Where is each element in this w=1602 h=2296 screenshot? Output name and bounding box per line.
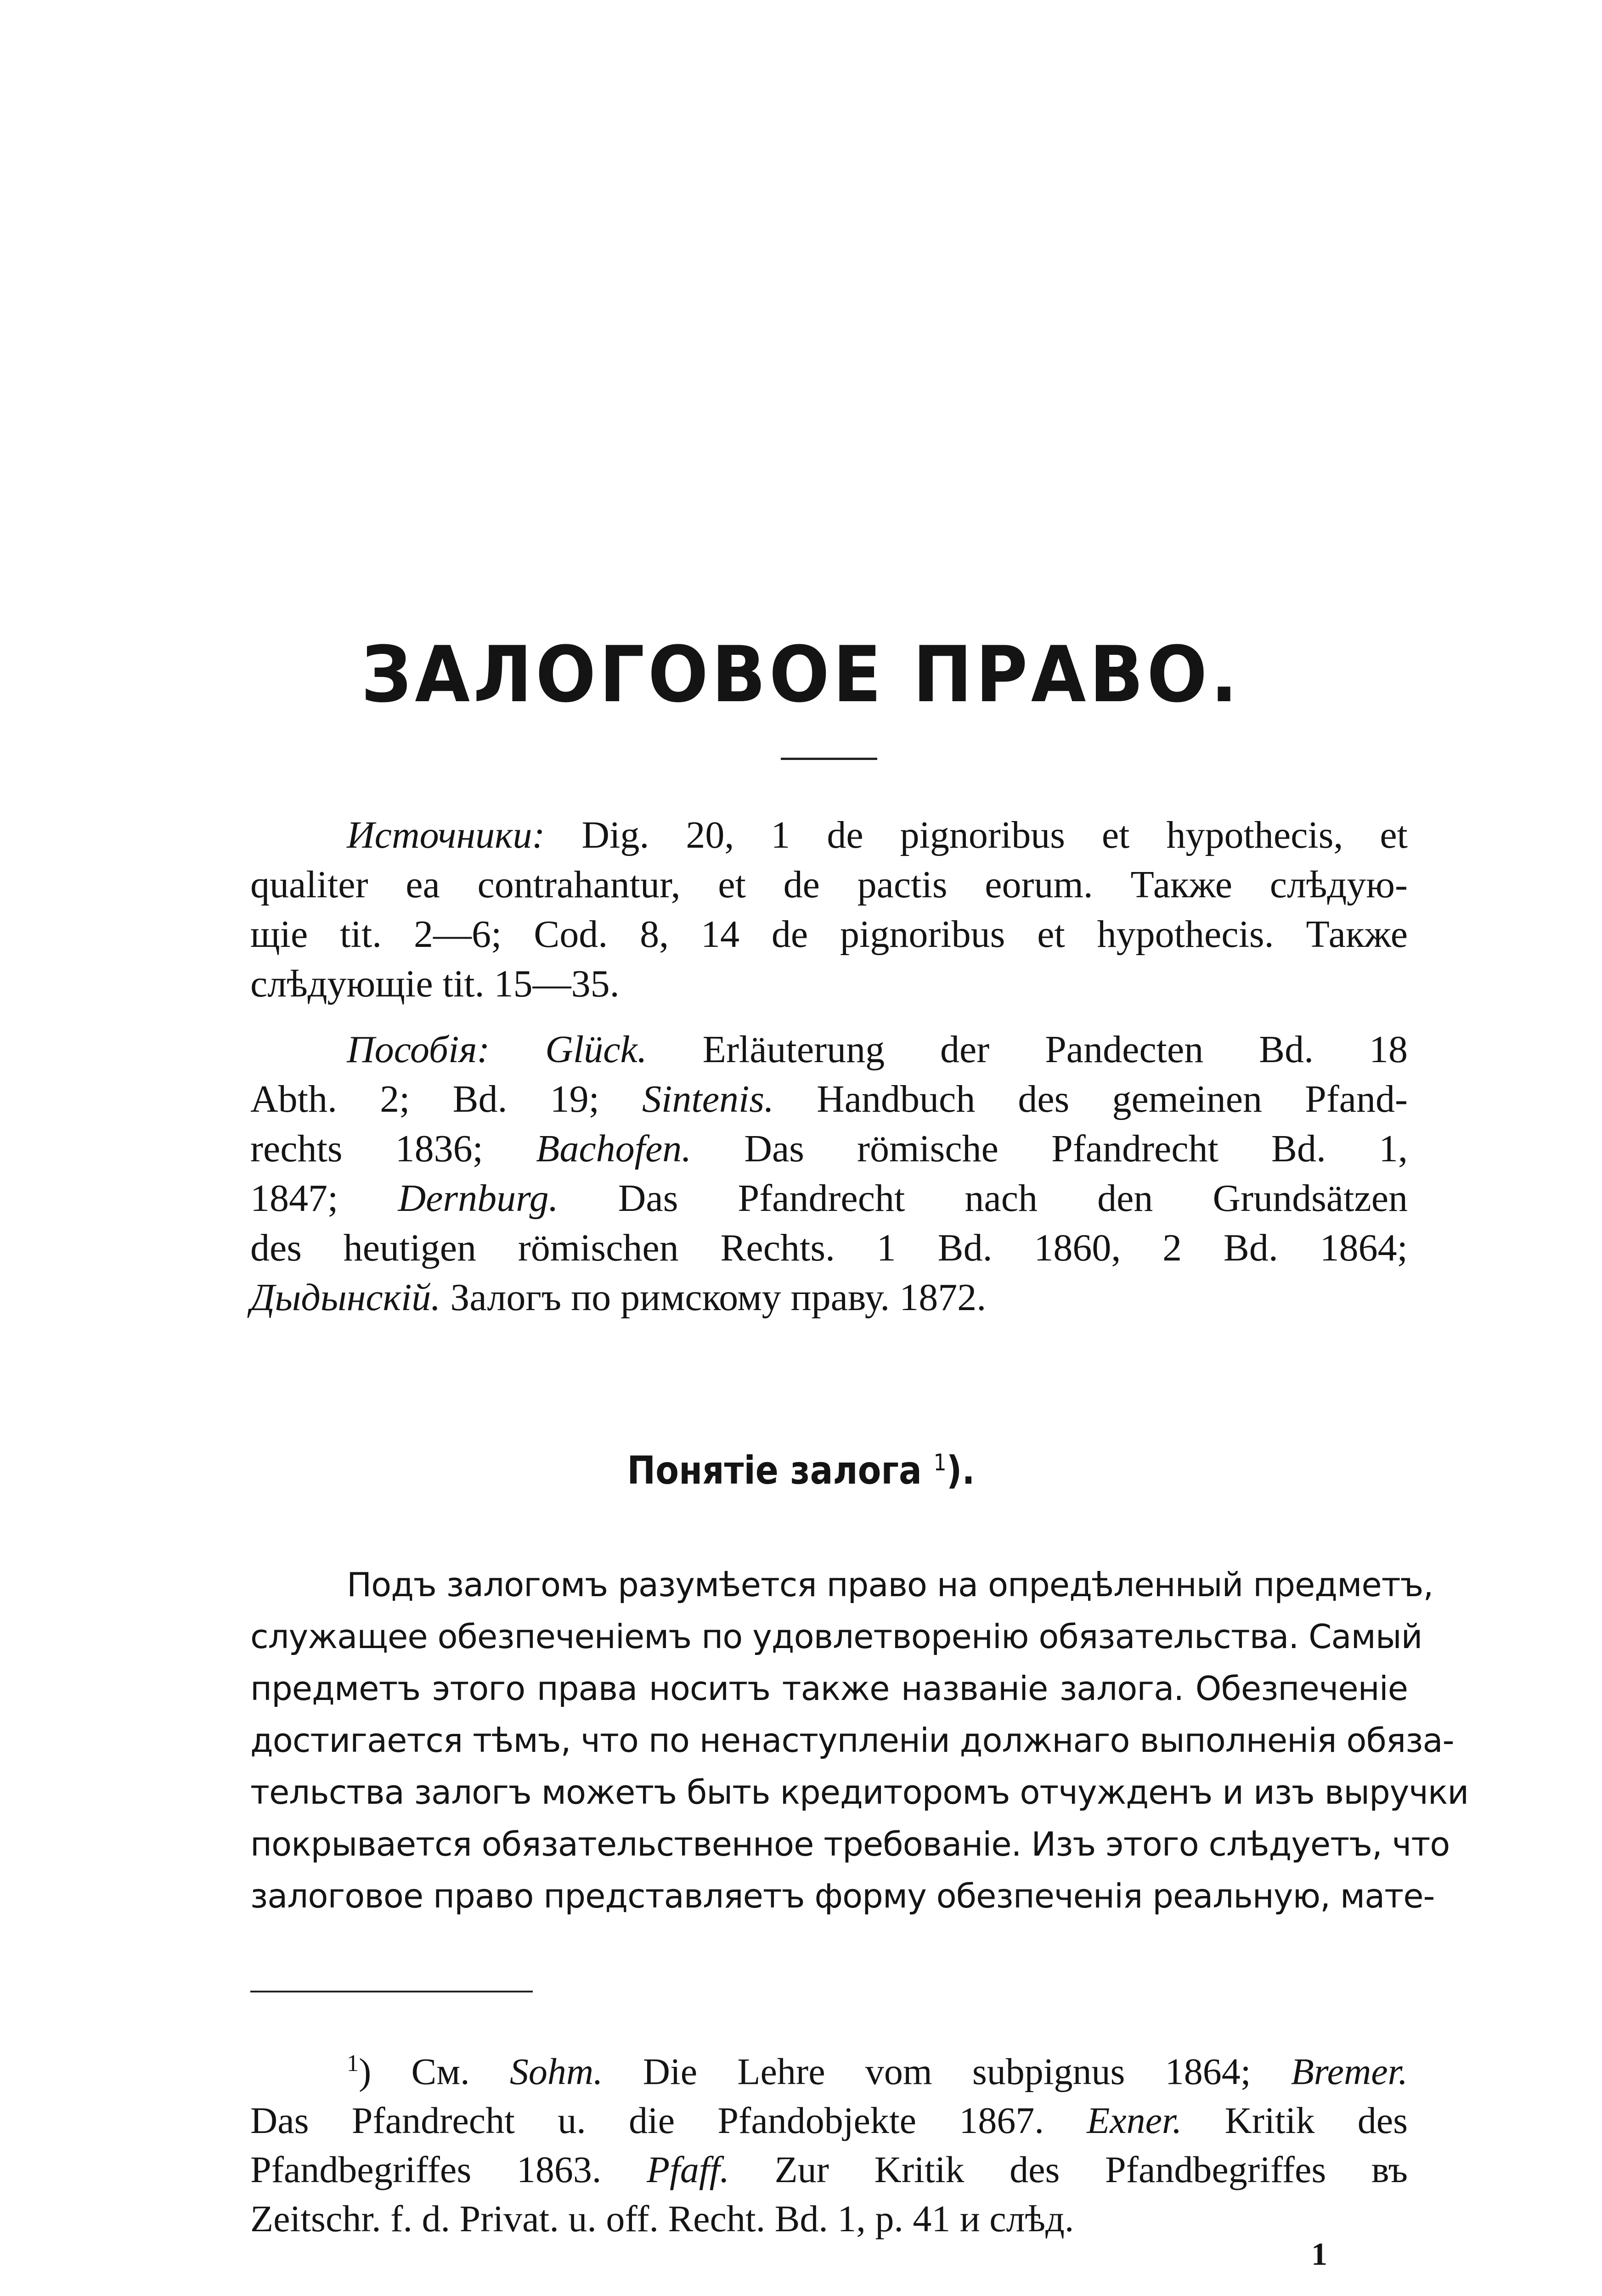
page-number: 1 xyxy=(1311,2237,1327,2272)
author-name: Bremer. xyxy=(1251,2050,1408,2093)
author-name: Sohm. xyxy=(469,2050,603,2093)
footnote-divider xyxy=(250,1991,533,1992)
reference-text: 1847; xyxy=(250,1177,338,1220)
sources-line xyxy=(250,810,1408,860)
manuals-line xyxy=(250,1273,1408,1322)
sources-line: слѣдующіе tit. 15—35. xyxy=(250,962,620,1005)
manuals-line xyxy=(250,1075,1408,1124)
footnote-marker: 1 xyxy=(347,2050,359,2077)
manuals-line xyxy=(250,1025,1408,1075)
sources-text: Dig. 20, 1 de pignoribus et hypothecis, et xyxy=(545,814,1408,856)
section-heading-text: Понятіе залога xyxy=(627,1448,922,1493)
manuals-paragraph xyxy=(250,1025,1408,1322)
reference-text: Erläuterung der Pandecten Bd. 18 xyxy=(647,1028,1408,1071)
sources-label: Источники: xyxy=(347,814,545,856)
body-line: покрывается обязательственное требованіе. Изъ этого слѣдуетъ, что xyxy=(250,1825,1450,1863)
body-line: тельства залогъ можетъ быть кредиторомъ отчужденъ и изъ выручки xyxy=(250,1773,1469,1812)
sources-paragraph xyxy=(250,810,1408,1009)
author-name: Sintenis. xyxy=(599,1078,774,1120)
sources-line: qualiter ea contrahantur, et de pactis eorum. Также слѣдую- xyxy=(250,863,1408,906)
manuals-line xyxy=(250,1124,1408,1174)
author-name: Exner. xyxy=(1044,2099,1182,2142)
reference-text: Abth. 2; Bd. 19; xyxy=(250,1078,599,1120)
footnote-text: ) См. xyxy=(359,2050,470,2093)
footnote-text: Die Lehre vom subpignus 1864; xyxy=(603,2050,1251,2093)
footnote-line xyxy=(250,2039,1408,2096)
reference-text: Das Pfandrecht nach den Grundsätzen xyxy=(558,1177,1408,1220)
section-heading-closing: ). xyxy=(946,1448,975,1493)
author-name: Bachofen. xyxy=(483,1127,692,1170)
footnote-text: Pfandbegriffes 1863. xyxy=(250,2149,602,2191)
body-line: достигается тѣмъ, что по ненаступленіи должнаго выполненія обяза- xyxy=(250,1721,1454,1760)
page-title: ЗАЛОГОВОЕ ПРАВО. xyxy=(361,630,1241,720)
body-line: Подъ залогомъ разумѣется право на опредѣленный предметъ, xyxy=(347,1565,1433,1604)
reference-text: Залогъ по римскому праву. 1872. xyxy=(440,1276,987,1319)
reference-text: Handbuch des gemeinen Pfand- xyxy=(774,1078,1408,1120)
footnote-text: Kritik des xyxy=(1182,2099,1408,2142)
footnote-line xyxy=(250,2145,1408,2194)
body-line: служащее обезпеченіемъ по удовлетворенію обязательства. Самый xyxy=(250,1617,1422,1656)
author-name: Pfaff. xyxy=(601,2149,729,2191)
manuals-label: Пособія: xyxy=(347,1028,490,1071)
reference-text: Das römische Pfandrecht Bd. 1, xyxy=(691,1127,1408,1170)
footnote-text: Zur Kritik des Pfandbegriffes въ xyxy=(729,2149,1408,2191)
footnote-reference: 1 xyxy=(933,1449,947,1476)
footnote-text: Das Pfandrecht u. die Pfandobjekte 1867. xyxy=(250,2099,1044,2142)
sources-line: щіе tit. 2—6; Cod. 8, 14 de pignoribus et hypothecis. Также xyxy=(250,913,1408,956)
manuals-line: des heutigen römischen Rechts. 1 Bd. 1860, 2 Bd. 1864; xyxy=(250,1227,1408,1269)
author-name: Дыдынскій. xyxy=(250,1276,441,1319)
manuals-line xyxy=(250,1174,1408,1223)
title-divider xyxy=(781,758,877,760)
body-line: залоговое право представляетъ форму обезпеченія реальную, мате- xyxy=(250,1877,1435,1915)
footnote xyxy=(250,2039,1408,2243)
body-paragraph xyxy=(250,1559,1469,1922)
footnote-line: Zeitschr. f. d. Privat. u. off. Recht. Bd. 1, p. 41 и слѣд. xyxy=(250,2198,1074,2240)
reference-text: rechts 1836; xyxy=(250,1127,483,1170)
author-name: Glück. xyxy=(490,1028,647,1071)
body-line: предметъ этого права носитъ также названіе залога. Обезпеченіе xyxy=(250,1669,1408,1708)
author-name: Dernburg. xyxy=(338,1177,558,1220)
footnote-line xyxy=(250,2096,1408,2145)
section-heading xyxy=(96,1448,1506,1493)
